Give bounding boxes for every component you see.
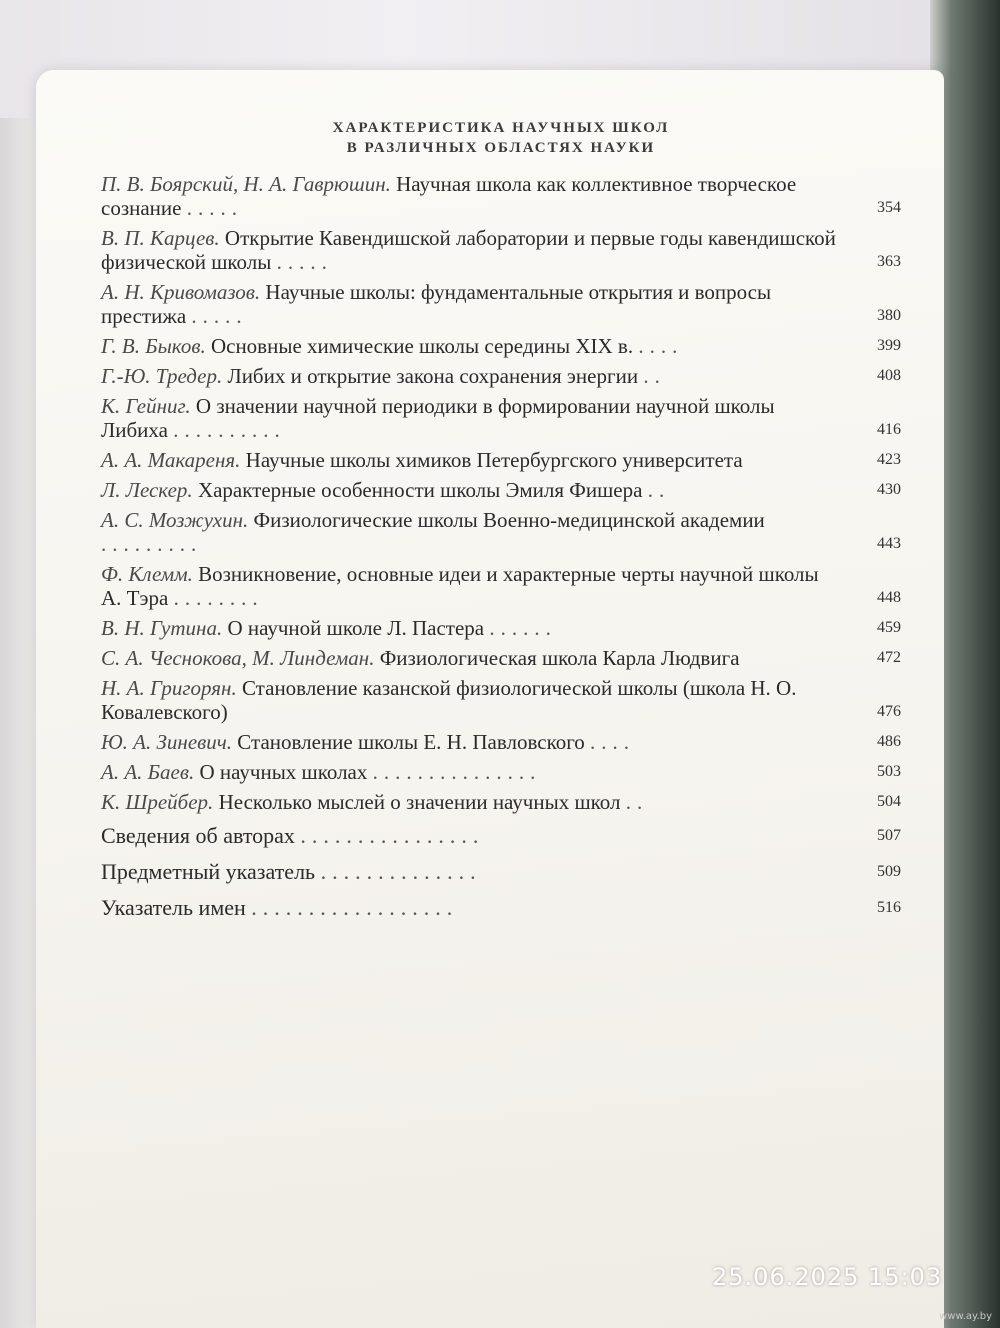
entry-title: О научных школах xyxy=(199,760,368,784)
entry-author: Г. В. Быков. xyxy=(101,334,206,358)
entry-author: К. Гейниг. xyxy=(101,394,191,418)
toc-appendix-entry: Сведения об авторах ................ 507 xyxy=(101,823,901,848)
toc-entry: Ф. Клемм. Возникновение, основные идеи и характерные черты научной школы А. Тэра ........ 448 xyxy=(101,562,901,610)
entry-author: П. В. Боярский, Н. А. Гаврюшин. xyxy=(101,172,391,196)
toc-entry: Л. Лескер. Характерные особенности школы Эмиля Фишера .. 430 xyxy=(101,478,901,502)
entry-author: В. Н. Гутина. xyxy=(101,616,223,640)
entry-page: 408 xyxy=(877,367,901,384)
entry-page: 380 xyxy=(877,307,901,324)
entry-title: О научной школе Л. Пастера xyxy=(227,616,485,640)
entry-page: 416 xyxy=(877,421,901,438)
entry-author: Н. А. Григорян. xyxy=(101,676,237,700)
entry-page: 399 xyxy=(877,337,901,354)
entry-author: А. С. Мозжухин. xyxy=(101,508,249,532)
entry-author: Л. Лескер. xyxy=(101,478,193,502)
entry-title: Научные школы: фундаментальные открытия и вопросы престижа xyxy=(101,280,772,328)
toc-entry: Г.-Ю. Тредер. Либих и открытие закона сохранения энергии .. 408 xyxy=(101,364,901,388)
entry-author: А. Н. Кривомазов. xyxy=(101,280,261,304)
entry-title: Сведения об авторах xyxy=(101,823,295,848)
entry-page: 516 xyxy=(877,899,901,916)
toc-entry: Ю. А. Зиневич. Становление школы Е. Н. Павловского .... 486 xyxy=(101,730,901,754)
entry-title: Несколько мыслей о значении научных школ xyxy=(218,790,621,814)
entry-title: Предметный указатель xyxy=(101,859,316,884)
entry-title: Научные школы химиков Петербургского университета xyxy=(245,448,743,472)
entry-page: 503 xyxy=(877,763,901,780)
entry-page: 354 xyxy=(877,199,901,216)
entry-author: В. П. Карцев. xyxy=(101,226,220,250)
entry-page: 459 xyxy=(877,619,901,636)
toc-appendix-entry: Предметный указатель .............. 509 xyxy=(101,859,901,884)
toc-entry: А. С. Мозжухин. Физиологические школы Военно-медицинской академии ......... 443 xyxy=(101,508,901,556)
entry-page: 363 xyxy=(877,253,901,270)
entry-author: А. А. Баев. xyxy=(101,760,195,784)
table-of-contents xyxy=(101,118,901,922)
entry-author: Ю. А. Зиневич. xyxy=(101,730,233,754)
entry-title: Основные химические школы середины XIX в. xyxy=(210,334,634,358)
toc-entry: В. П. Карцев. Открытие Кавендишской лаборатории и первые годы кавендишской физической школы ..... 363 xyxy=(101,226,901,274)
toc-entry: В. Н. Гутина. О научной школе Л. Пастера ...... 459 xyxy=(101,616,901,640)
entry-page: 476 xyxy=(877,703,901,720)
watermark: www.ay.by xyxy=(939,1311,992,1322)
entry-title: Указатель имен xyxy=(101,895,246,920)
toc-entry: П. В. Боярский, Н. А. Гаврюшин. Научная школа как коллективное творческое сознание ..... 354 xyxy=(101,172,901,220)
entry-page: 443 xyxy=(877,535,901,552)
toc-entry: А. А. Баев. О научных школах ............... 503 xyxy=(101,760,901,784)
section-heading-line-1: ХАРАКТЕРИСТИКА НАУЧНЫХ ШКОЛ xyxy=(332,120,670,136)
entry-author: А. А. Макареня. xyxy=(101,448,241,472)
entry-page: 472 xyxy=(877,649,901,666)
toc-entry xyxy=(101,646,901,670)
book-cover-left xyxy=(0,118,41,1328)
toc-entry: К. Гейниг. О значении научной периодики в формировании научной школы Либиха .......... 416 xyxy=(101,394,901,442)
entry-title: Либих и открытие закона сохранения энергии xyxy=(227,364,639,388)
photo-timestamp: 25.06.2025 15:03 xyxy=(712,1263,943,1291)
toc-entry: Г. В. Быков. Основные химические школы середины XIX в. .... 399 xyxy=(101,334,901,358)
entry-title: Физиологические школы Военно-медицинской академии xyxy=(253,508,765,532)
entry-title: Становление школы Е. Н. Павловского xyxy=(237,730,585,754)
entry-page: 486 xyxy=(877,733,901,750)
entry-page: 430 xyxy=(877,481,901,498)
entry-title: Характерные особенности школы Эмиля Фишера xyxy=(197,478,643,502)
entry-page: 504 xyxy=(877,793,901,810)
toc-entry xyxy=(101,676,901,724)
toc-entry: К. Шрейбер. Несколько мыслей о значении научных школ .. 504 xyxy=(101,790,901,814)
toc-entry: А. Н. Кривомазов. Научные школы: фундаментальные открытия и вопросы престижа ..... 380 xyxy=(101,280,901,328)
toc-appendix-entry: Указатель имен .................. 516 xyxy=(101,895,901,920)
entry-author: Ф. Клемм. xyxy=(101,562,193,586)
entry-title: Открытие Кавендишской лаборатории и первые годы кавендишской физической школы xyxy=(101,226,836,274)
entry-author: Г.-Ю. Тредер. xyxy=(101,364,223,388)
section-heading xyxy=(101,118,901,158)
entry-title: Становление казанской физиологической школы (школа Н. О. Ковалевского) xyxy=(101,676,797,724)
section-heading-line-2: В РАЗЛИЧНЫХ ОБЛАСТЯХ НАУКИ xyxy=(346,140,656,156)
entry-author: К. Шрейбер. xyxy=(101,790,214,814)
entry-title: Научная школа как коллективное творческое сознание xyxy=(101,172,797,220)
entry-title: Физиологическая школа Карла Людвига xyxy=(379,646,740,670)
entry-author: С. А. Чеснокова, М. Линдеман. xyxy=(101,646,375,670)
entry-page: 423 xyxy=(877,451,901,468)
book-page xyxy=(36,70,944,1328)
entry-page: 448 xyxy=(877,589,901,606)
toc-entry xyxy=(101,448,901,472)
entry-page: 509 xyxy=(877,863,901,880)
entry-page: 507 xyxy=(877,827,901,844)
entry-title: О значении научной периодики в формировании научной школы Либиха xyxy=(101,394,775,442)
entry-title: Возникновение, основные идеи и характерные черты научной школы А. Тэра xyxy=(101,562,819,610)
